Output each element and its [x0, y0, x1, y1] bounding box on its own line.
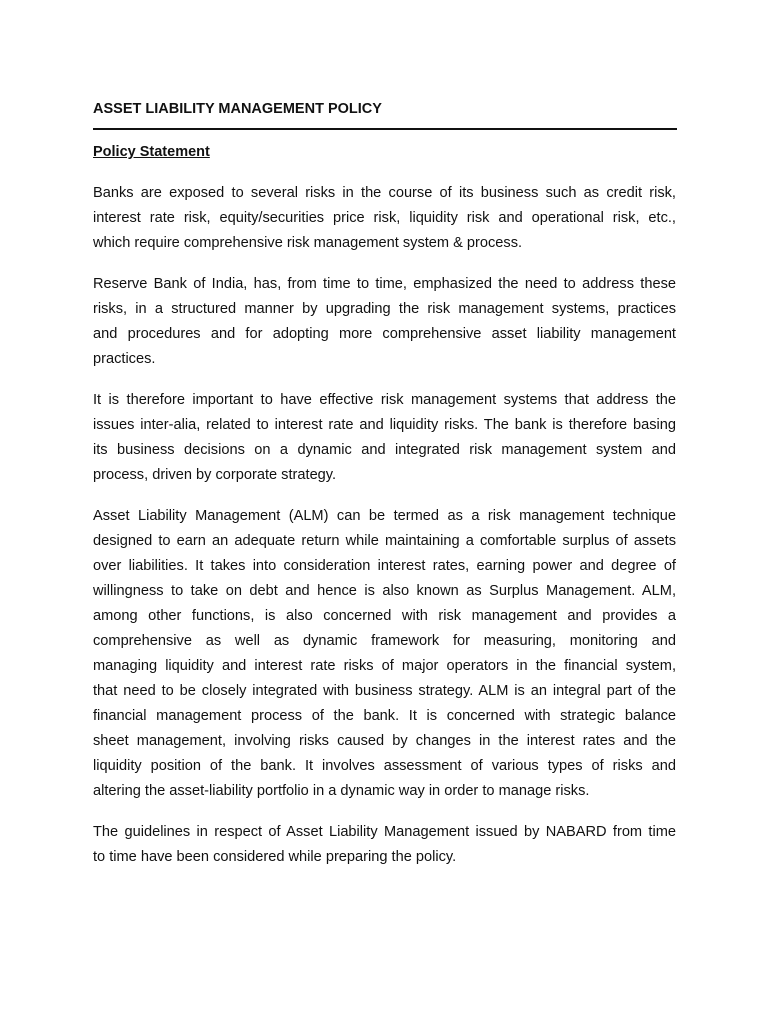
document-title: ASSET LIABILITY MANAGEMENT POLICY: [93, 101, 382, 117]
paragraph-line: its business decisions on a dynamic and integrated risk management system and: [93, 442, 676, 458]
paragraph-line: to time have been considered while preparing the policy.: [93, 849, 457, 865]
paragraph-line: risks, in a structured manner by upgrading the risk management systems, practices: [93, 301, 676, 317]
document-body: [93, 181, 676, 886]
paragraph-line: designed to earn an adequate return while maintaining a comfortable surplus of assets: [93, 533, 676, 549]
paragraph-line: Reserve Bank of India, has, from time to time, emphasized the need to address these: [93, 276, 676, 292]
paragraph-line: process, driven by corporate strategy.: [93, 467, 337, 483]
paragraph-line: altering the asset-liability portfolio in a dynamic way in order to manage risks.: [93, 783, 590, 799]
paragraph-line: among other functions, is also concerned with risk management and provides a: [93, 608, 676, 624]
paragraph-line: that need to be closely integrated with business strategy. ALM is an integral part of the: [93, 683, 676, 699]
paragraph-line: willingness to take on debt and hence is also known as Surplus Management. ALM,: [93, 583, 676, 599]
paragraph-line: The guidelines in respect of Asset Liability Management issued by NABARD from time: [93, 824, 676, 840]
paragraph: [93, 504, 676, 804]
paragraph-line: sheet management, involving risks caused by changes in the interest rates and the: [93, 733, 676, 749]
paragraph-line: comprehensive as well as dynamic framework for measuring, monitoring and: [93, 633, 676, 649]
paragraph-line: It is therefore important to have effective risk management systems that address the: [93, 392, 676, 408]
paragraph-line: Banks are exposed to several risks in the course of its business such as credit risk,: [93, 185, 676, 201]
paragraph-line: issues inter-alia, related to interest rate and liquidity risks. The bank is therefore basing: [93, 417, 676, 433]
paragraph-line: managing liquidity and interest rate risks of major operators in the financial system,: [93, 658, 676, 674]
paragraph-line: practices.: [93, 351, 156, 367]
paragraph: [93, 272, 676, 372]
paragraph-line: financial management process of the bank. It is concerned with strategic balance: [93, 708, 676, 724]
paragraph-line: Asset Liability Management (ALM) can be termed as a risk management technique: [93, 508, 676, 524]
paragraph-line: over liabilities. It takes into consideration interest rates, earning power and degree of: [93, 558, 676, 574]
section-heading: Policy Statement: [93, 144, 210, 160]
paragraph: [93, 820, 676, 870]
paragraph-line: interest rate risk, equity/securities price risk, liquidity risk and operational risk, etc.,: [93, 210, 676, 226]
paragraph-line: liquidity position of the bank. It involves assessment of various types of risks and: [93, 758, 676, 774]
title-divider: [93, 128, 677, 130]
paragraph: [93, 181, 676, 256]
paragraph-line: which require comprehensive risk management system & process.: [93, 235, 523, 251]
paragraph-line: and procedures and for adopting more comprehensive asset liability management: [93, 326, 676, 342]
paragraph: [93, 388, 676, 488]
